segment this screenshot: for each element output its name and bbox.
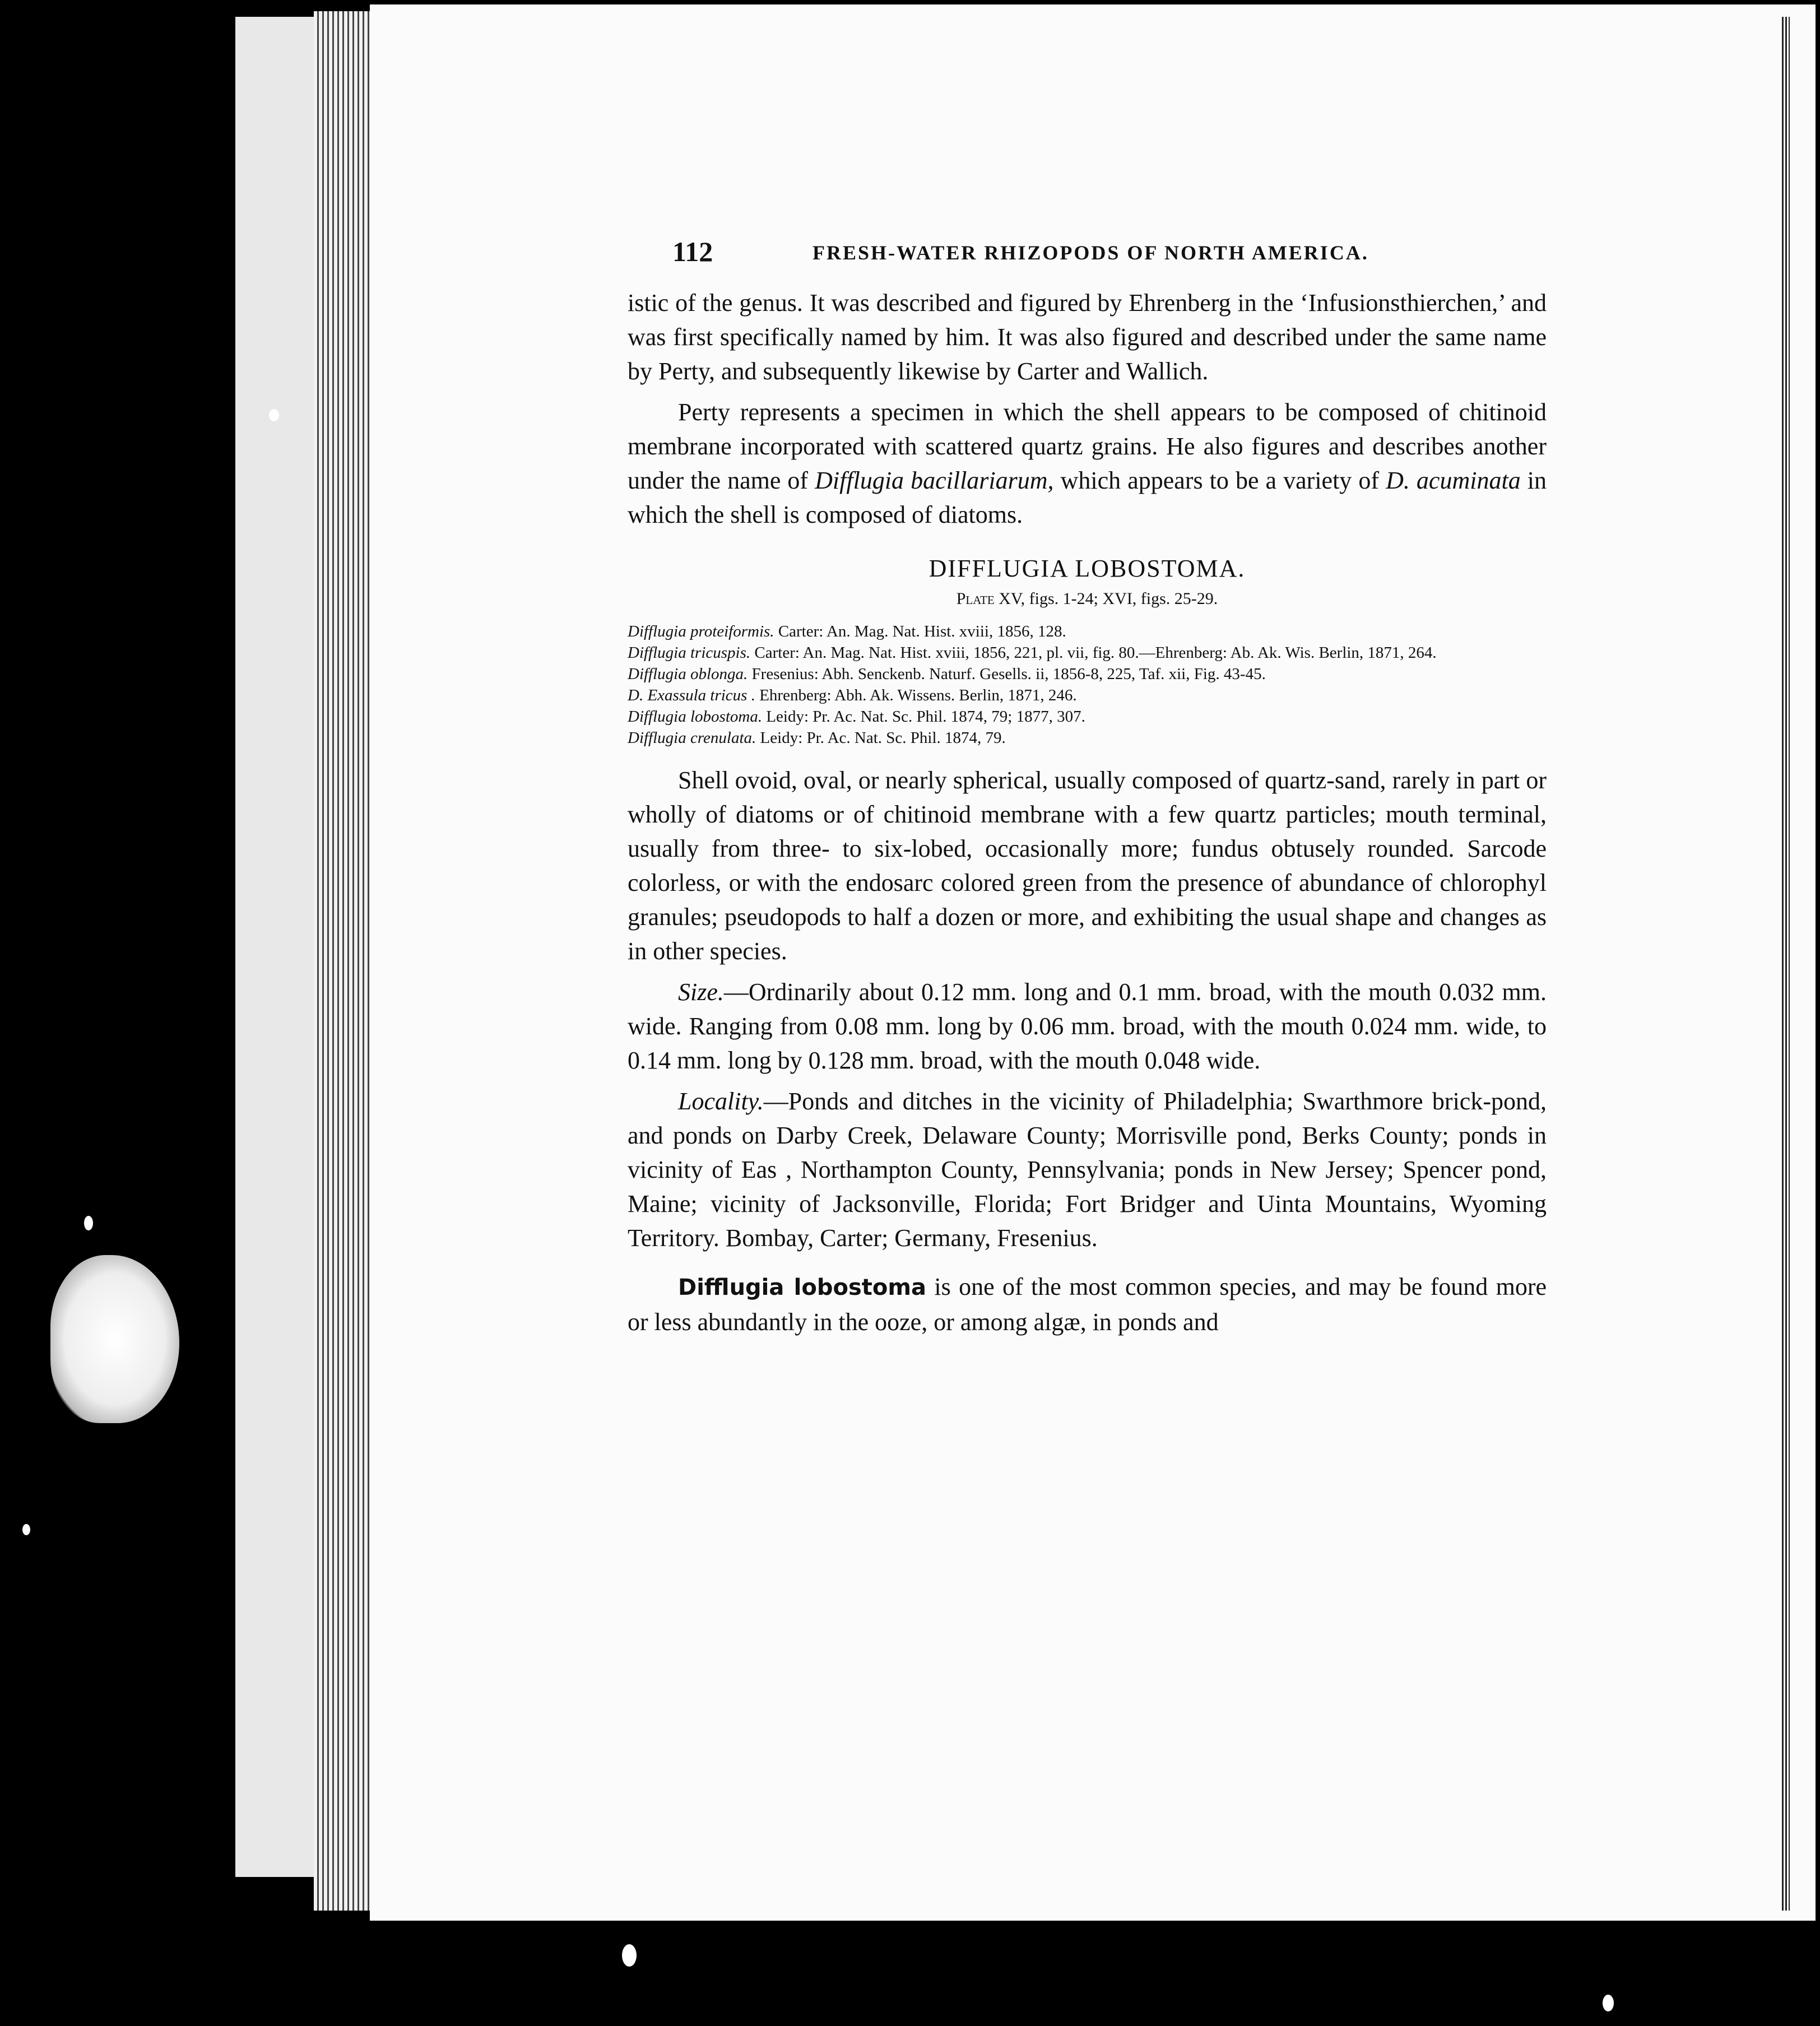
description-paragraph: Shell ovoid, oval, or nearly spherical, usually composed of quartz-sand, rarely in part or wholly of diatoms or of chitinoid membrane with a few quartz particles; mouth terminal, usually from three- to six-lobed, occasionally more; fundus obtusely rounded. Sarcode colorless, or with the endosarc colored green from the presence of abundance of chlorophyl granules; pseudopods to half a dozen or more, and exhibiting the usual shape and changes as in other species.: [628, 766, 1547, 965]
plate-reference: [628, 589, 1547, 608]
plate-figures: XV, figs. 1-24; XVI, figs. 25-29.: [994, 589, 1218, 608]
species-name-bold: Difflugia lobostoma: [678, 1275, 927, 1300]
synonymy-entry: [628, 685, 1547, 706]
intro-text: in which the shell is composed of diatoms.: [628, 467, 1547, 528]
scan-stain: [50, 1255, 179, 1423]
species-heading: DIFFLUGIA LOBOSTOMA.: [928, 555, 1246, 582]
synonym-name: Difflugia tricuspis.: [628, 644, 751, 662]
synonymy-entry: [628, 727, 1547, 749]
plate-prefix: Plate: [956, 589, 995, 608]
synonymy-entry: [628, 621, 1547, 642]
synonym-name: D. Exassula tricus .: [628, 686, 755, 704]
size-label: Size.: [678, 978, 724, 1006]
size-paragraph: [628, 975, 1547, 1077]
locality-label: Locality.: [678, 1088, 764, 1115]
synonym-name: Difflugia proteiformis.: [628, 622, 774, 640]
species-name-italic: Difflugia bacillariarum,: [815, 467, 1054, 494]
synonym-reference: Ehrenberg: Abh. Ak. Wissens. Berlin, 1871, 246.: [759, 686, 1077, 704]
locality-paragraph: [628, 1084, 1547, 1255]
scan-speck: [1603, 1995, 1614, 2011]
page-text-block: [628, 235, 1547, 1346]
closing-text: is one of the most common species, and may be found more or less abundantly in the ooze, or among algæ, in ponds and: [628, 1273, 1547, 1336]
scan-speck: [622, 1944, 637, 1967]
synonymy-list: [628, 621, 1547, 749]
page-number: 112: [672, 236, 713, 267]
synonym-name: Difflugia oblonga.: [628, 665, 748, 683]
page-right-edge: [1782, 17, 1790, 1911]
scan-speck: [22, 1524, 30, 1535]
scan-speck: [269, 409, 279, 421]
synonym-reference: Fresenius: Abh. Senckenb. Naturf. Gesells. ii, 1856-8, 225, Taf. xii, Fig. 43-45.: [751, 665, 1266, 683]
synonym-name: Difflugia lobostoma.: [628, 708, 763, 726]
closing-paragraph: [628, 1270, 1547, 1339]
species-name-italic: D. acuminata: [1386, 467, 1521, 494]
scan-speck: [84, 1216, 93, 1230]
synonym-name: Difflugia crenulata.: [628, 729, 756, 747]
running-title: FRESH-WATER RHIZOPODS OF NORTH AMERICA.: [812, 241, 1369, 264]
intro-paragraph-1: istic of the genus. It was described and figured by Ehrenberg in the ‘Infusionsthierchen,’ and was first specifically named by him. It was also figured and described under the same name by Perty, and subsequently likewise by Carter and Wallich.: [628, 289, 1547, 385]
intro-paragraph-2: [628, 395, 1547, 532]
synonym-reference: Leidy: Pr. Ac. Nat. Sc. Phil. 1874, 79.: [760, 729, 1006, 747]
intro-text: Perty represents a specimen in which the shell appears to be composed of chitinoid membrane incorporated with scattered quartz grains. He also figures and describes another under the name of: [628, 398, 1547, 494]
synonymy-entry: [628, 706, 1547, 727]
running-head: [628, 235, 1547, 275]
size-text: —Ordinarily about 0.12 mm. long and 0.1 mm. broad, with the mouth 0.032 mm. wide. Ranging from 0.08 mm. long by 0.06 mm. broad, with the mouth 0.024 mm. wide, to 0.14 mm. long by 0.128 mm. broad, with the mouth 0.048 wide.: [628, 978, 1547, 1074]
synonymy-entry: [628, 663, 1547, 685]
book-page-shadow: [235, 17, 314, 1877]
synonym-reference: Carter: An. Mag. Nat. Hist. xviii, 1856, 128.: [778, 622, 1066, 640]
synonymy-entry: [628, 642, 1547, 663]
intro-text: which appears to be a variety of: [1053, 467, 1386, 494]
synonym-reference: Carter: An. Mag. Nat. Hist. xviii, 1856, 221, pl. vii, fig. 80.—Ehrenberg: Ab. Ak. Wis. Berlin, 1871, 264.: [754, 644, 1437, 662]
synonym-reference: Leidy: Pr. Ac. Nat. Sc. Phil. 1874, 79; 1877, 307.: [766, 708, 1085, 726]
locality-text: —Ponds and ditches in the vicinity of Philadelphia; Swarthmore brick-pond, and ponds on Darby Creek, Delaware County; Morrisville pond, Berks County; ponds in vicinity of Eas , Northampton County, Pennsylvania; ponds in New Jersey; Spencer pond, Maine; vicinity of Jacksonville, Florida; Fort Bridger and Uinta Mountains, Wyoming Territory. Bombay, Carter; Germany, Fresenius.: [628, 1088, 1547, 1252]
